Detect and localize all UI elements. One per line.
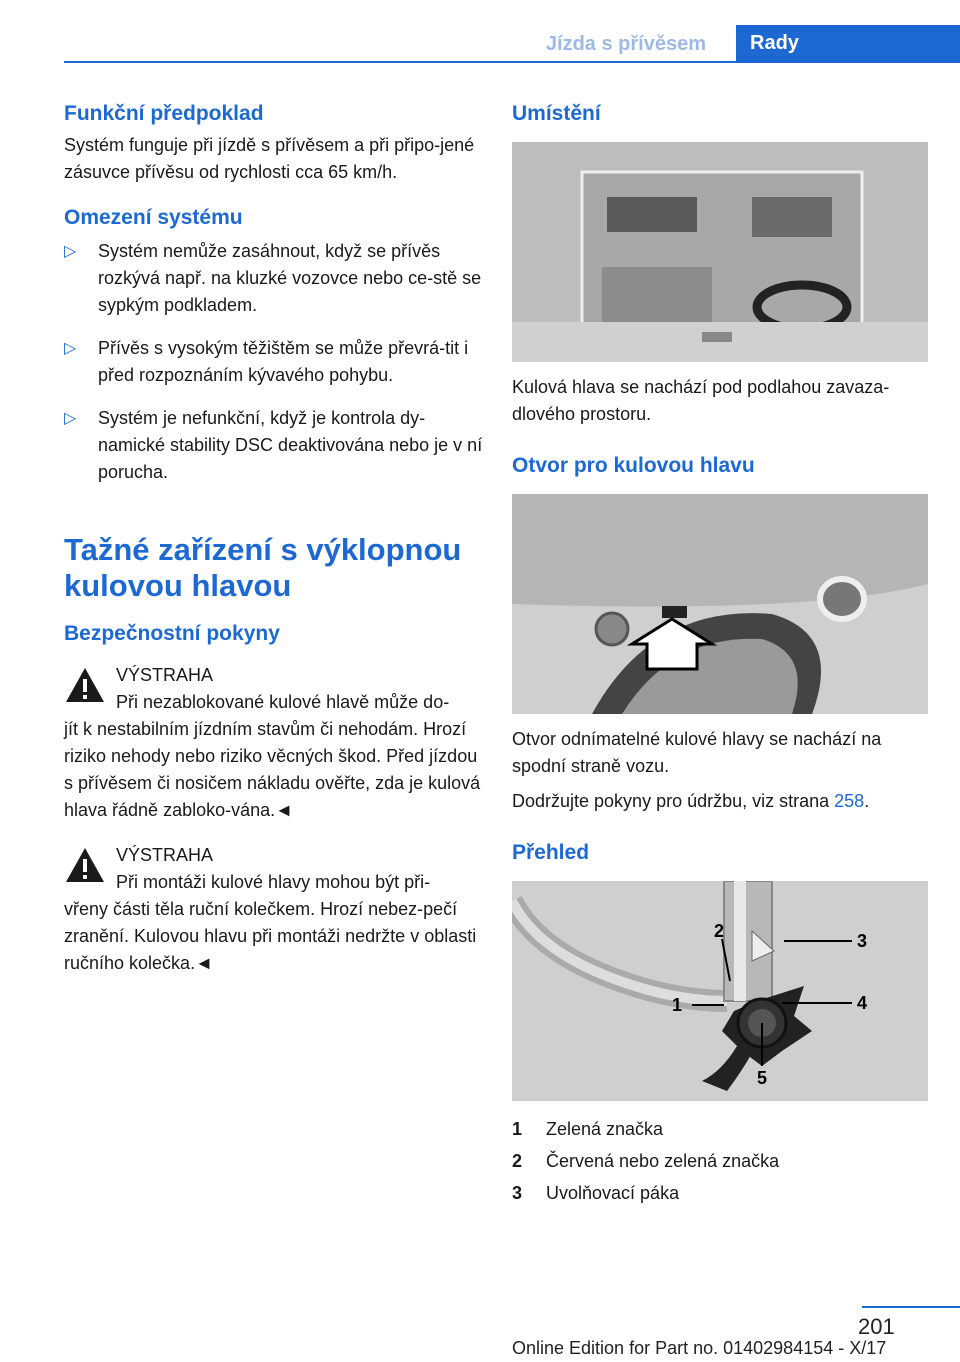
heading-system-limits: Omezení systému bbox=[64, 206, 243, 229]
heading-safety: Bezpečnostní pokyny bbox=[64, 622, 280, 645]
footer-rule bbox=[862, 1306, 960, 1308]
chapter-tab[interactable]: Rady bbox=[736, 25, 960, 61]
trunk-floor-photo bbox=[512, 142, 928, 362]
heading-opening: Otvor pro kulovou hlavu bbox=[512, 454, 755, 477]
header-rule bbox=[64, 61, 960, 63]
bullet-item: ▷ Přívěs s vysokým těžištěm se může převrá-tit i před rozpoznáním kývavého pohybu. bbox=[64, 335, 484, 389]
legend-item: 1 Zelená značka bbox=[512, 1119, 664, 1139]
diagram-label-3: 3 bbox=[857, 931, 868, 951]
triangle-bullet-icon: ▷ bbox=[64, 410, 77, 427]
warning-block: VÝSTRAHA Při nezablokované kulové hlavě může do- jít k nestabilním jízdním stavům či nehodám. Hrozí riziko nehody nebo riziko věcných škod. Před jízdou s přívěsem či nosičem nákladu ověřte, zda je kulová hlava řádně zabloko-vána.◄ bbox=[64, 662, 484, 824]
legend-item: 3 Uvolňovací páka bbox=[512, 1183, 680, 1203]
page-header bbox=[0, 0, 960, 62]
warning-triangle-icon bbox=[64, 846, 106, 884]
warning-block: VÝSTRAHA Při montáži kulové hlavy mohou být při- vřeny části těla ruční kolečkem. Hrozí nebez-pečí zranění. Kulovou hlavu při montáži nedržte v oblasti ručního kolečka.◄ bbox=[64, 842, 484, 977]
heading-location: Umístění bbox=[512, 102, 601, 125]
triangle-bullet-icon: ▷ bbox=[64, 243, 77, 260]
triangle-bullet-icon: ▷ bbox=[64, 340, 77, 357]
left-column bbox=[64, 102, 484, 977]
functional-text: Systém funguje při jízdě s přívěsem a při připo-jené zásuvce přívěsu od rychlosti cca 65 km/h. bbox=[64, 135, 475, 182]
edition-note: Online Edition for Part no. 01402984154 - X/17 bbox=[512, 1338, 887, 1358]
bullet-item: ▷ Systém je nefunkční, když je kontrola dy-namické stability DSC deaktivována nebo je v ní porucha. bbox=[64, 405, 484, 486]
warning-triangle-icon bbox=[64, 666, 106, 704]
diagram-label-1: 1 bbox=[672, 995, 683, 1015]
main-heading: Tažné zařízení s výklopnou kulovou hlavou bbox=[64, 532, 462, 603]
right-column bbox=[512, 102, 932, 1209]
page-number: 201 bbox=[858, 1314, 895, 1339]
diagram-label-5: 5 bbox=[757, 1068, 768, 1088]
opening-caption: Otvor odnímatelné kulové hlavy se nachází na spodní straně vozu. bbox=[512, 729, 882, 776]
page-reference-link[interactable]: 258 bbox=[834, 791, 865, 811]
bullet-item: ▷ Systém nemůže zasáhnout, když se přívěs rozkývá např. na kluzké vozovce nebo ce-stě se sypkým podkladem. bbox=[64, 238, 484, 319]
legend-list bbox=[512, 1113, 932, 1209]
heading-functional-requirement: Funkční předpoklad bbox=[64, 102, 264, 125]
warning-text: jít k nestabilním jízdním stavům či nehodám. Hrozí riziko nehody nebo riziko věcných škod. Před jízdou s přívěsem či nosičem nákladu ověřte, zda je kulová hlava řádně zabloko-vána.◄ bbox=[64, 719, 481, 820]
warning-title: VÝSTRAHA bbox=[116, 845, 214, 865]
warning-text: vřeny části těla ruční kolečkem. Hrozí nebez-pečí zranění. Kulovou hlavu při montáži nedržte v oblasti ručního kolečka.◄ bbox=[64, 899, 477, 973]
maintenance-text: Dodržujte pokyny pro údržbu, viz strana 258. bbox=[512, 791, 870, 811]
rear-bumper-photo bbox=[512, 494, 928, 714]
diagram-label-2: 2 bbox=[714, 921, 725, 941]
ball-head-diagram bbox=[512, 881, 928, 1101]
legend-item: 2 Červená nebo zelená značka bbox=[512, 1151, 780, 1171]
warning-title: VÝSTRAHA bbox=[116, 665, 214, 685]
heading-overview: Přehled bbox=[512, 841, 590, 864]
location-caption: Kulová hlava se nachází pod podlahou zavaza-dlového prostoru. bbox=[512, 377, 890, 424]
diagram-label-4: 4 bbox=[857, 993, 868, 1013]
section-title: Jízda s přívěsem bbox=[545, 33, 706, 55]
